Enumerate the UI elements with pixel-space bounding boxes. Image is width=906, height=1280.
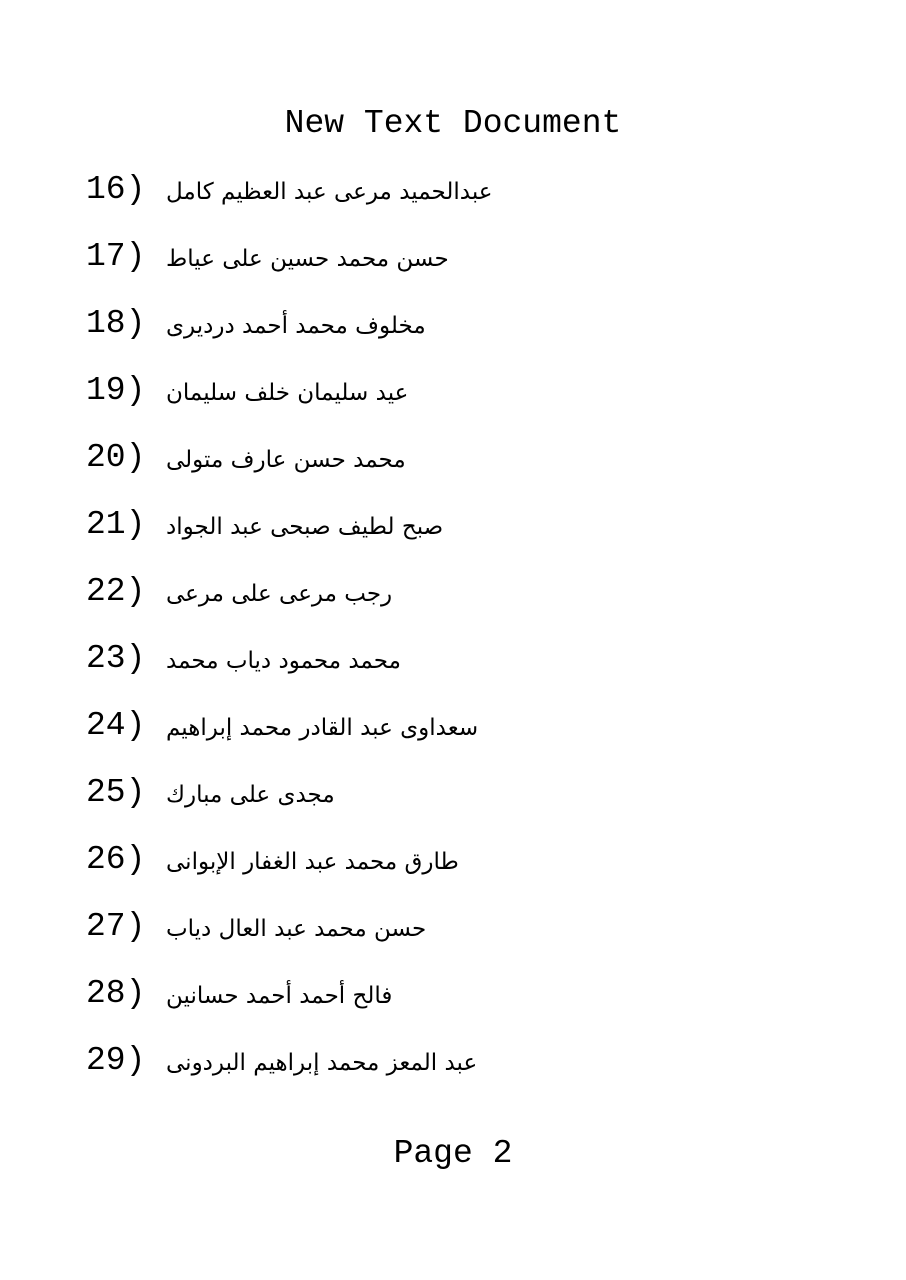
list-item [86,170,492,237]
page-number: Page 2 [393,1135,513,1172]
list-item [86,572,492,639]
list-item [86,304,492,371]
list-item [86,505,492,572]
entry-number: 24) [86,707,146,744]
entry-number: 23) [86,640,146,677]
list-item [86,1041,492,1108]
entry-number: 16) [86,171,146,208]
document-title: New Text Document [284,105,622,142]
list-item [86,706,492,773]
entry-number: 22) [86,573,146,610]
list-item [86,773,492,840]
entry-number: 19) [86,372,146,409]
entry-number: 21) [86,506,146,543]
list-item [86,639,492,706]
entry-name: محمد محمود دياب محمد [166,648,401,674]
entry-name: حسن محمد عبد العال دياب [166,916,427,942]
entry-number: 25) [86,774,146,811]
entry-number: 17) [86,238,146,275]
entry-name: سعداوى عبد القادر محمد إبراهيم [166,715,479,741]
entry-name: رجب مرعى على مرعى [166,581,393,607]
list-item [86,438,492,505]
list-item [86,237,492,304]
entry-name: طارق محمد عبد الغفار الإبوانى [166,849,459,875]
list-item [86,907,492,974]
entry-number: 20) [86,439,146,476]
list-item [86,371,492,438]
name-list [86,170,492,1108]
entry-name: حسن محمد حسين على عياط [166,246,449,272]
entry-number: 18) [86,305,146,342]
list-item [86,974,492,1041]
entry-name: مجدى على مبارك [166,782,335,808]
entry-name: عيد سليمان خلف سليمان [166,380,409,406]
entry-number: 26) [86,841,146,878]
entry-name: عبد المعز محمد إبراهيم البردونى [166,1050,478,1076]
entry-name: صبح لطيف صبحى عبد الجواد [166,514,444,540]
entry-name: فالح أحمد أحمد حسانين [166,983,393,1009]
entry-number: 29) [86,1042,146,1079]
entry-name: عبدالحميد مرعى عبد العظيم كامل [166,179,493,205]
entry-name: مخلوف محمد أحمد درديرى [166,313,426,339]
entry-number: 28) [86,975,146,1012]
entry-name: محمد حسن عارف متولى [166,447,406,473]
list-item [86,840,492,907]
entry-number: 27) [86,908,146,945]
